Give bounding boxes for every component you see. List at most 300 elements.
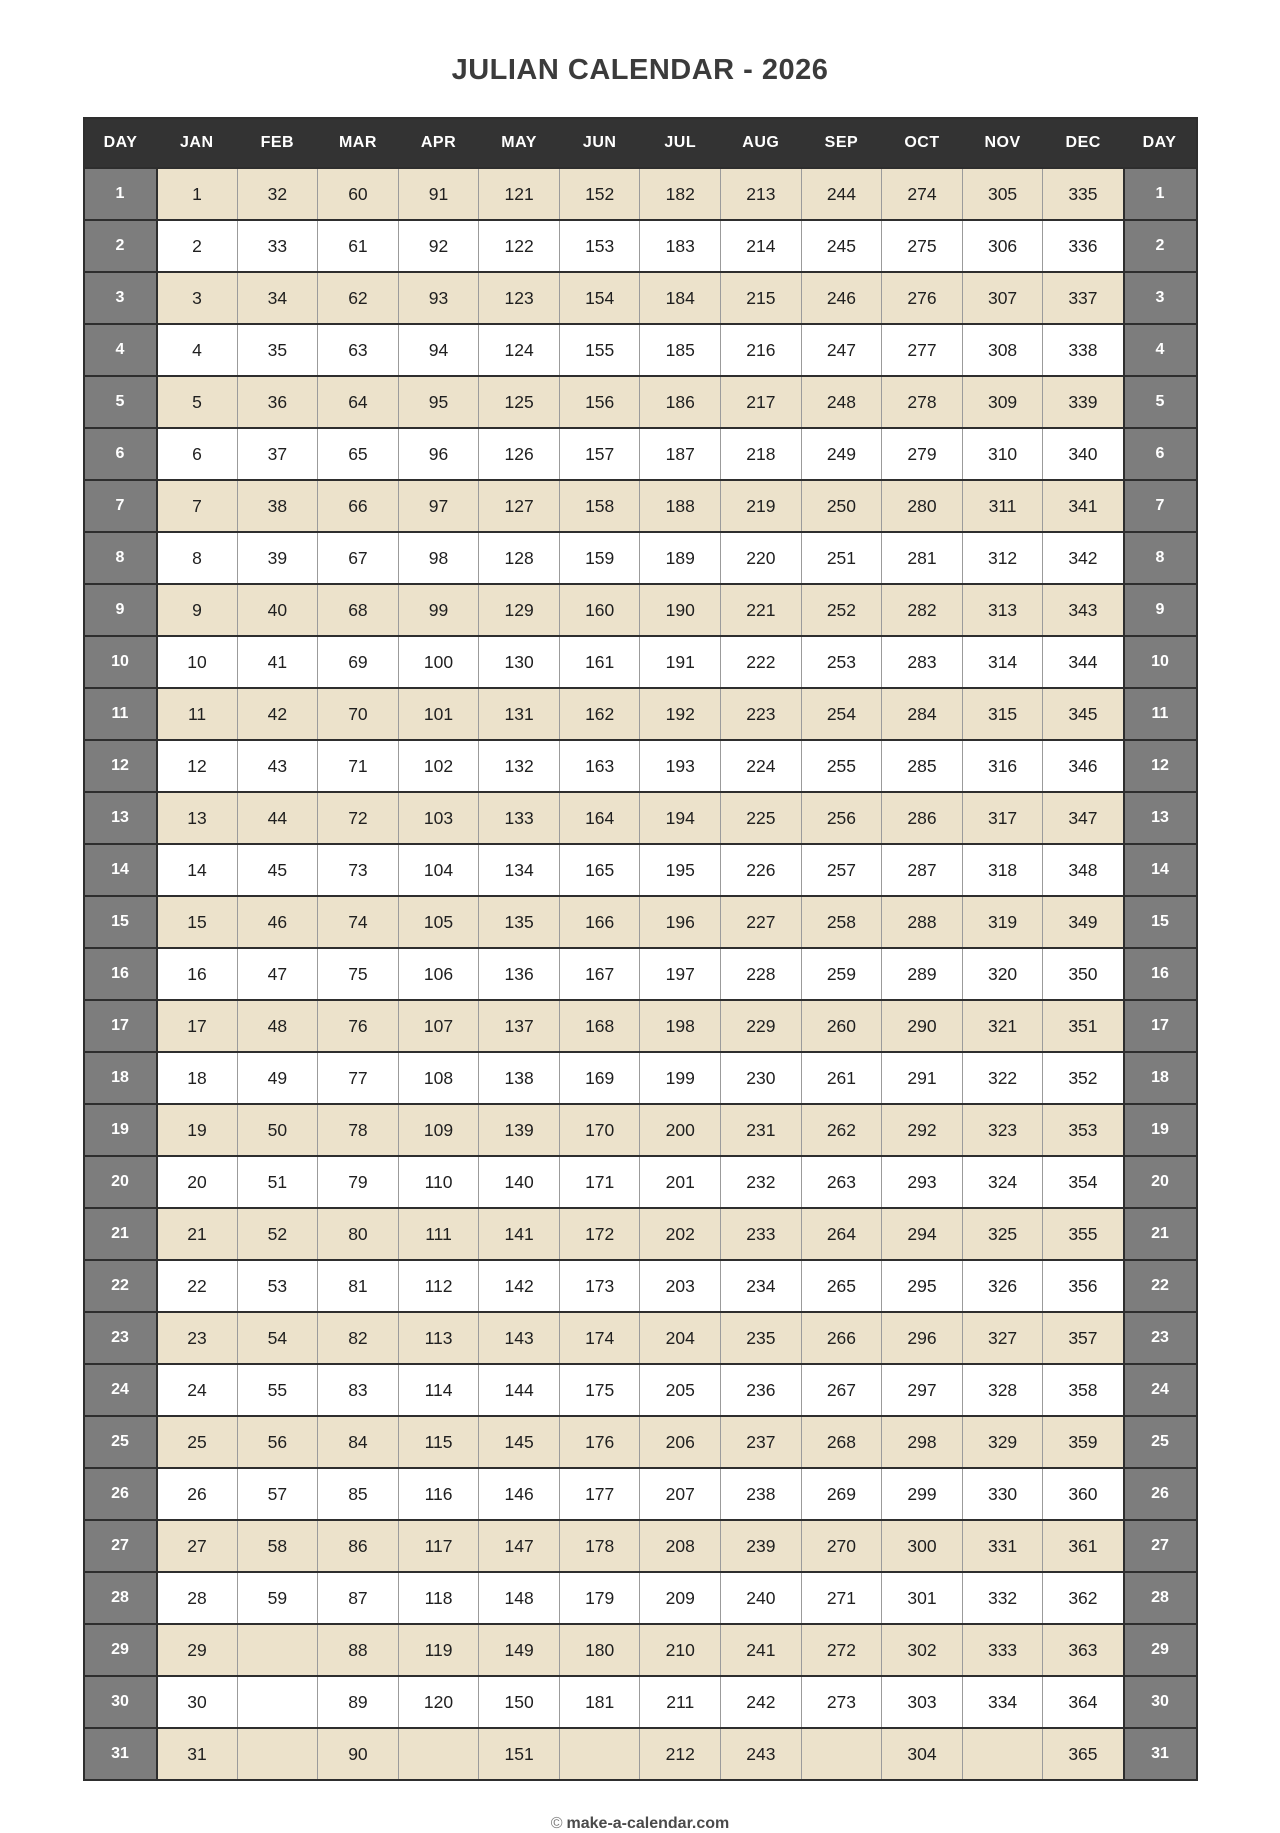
table-row [84, 1572, 1197, 1624]
day-number-cell: 29 [1124, 1624, 1197, 1676]
julian-day-cell: 122 [479, 220, 560, 272]
table-row [84, 220, 1197, 272]
julian-day-cell: 222 [721, 636, 802, 688]
day-number-cell: 24 [1124, 1364, 1197, 1416]
day-number-cell: 29 [84, 1624, 157, 1676]
julian-day-cell: 98 [398, 532, 479, 584]
julian-day-cell: 266 [801, 1312, 882, 1364]
julian-day-cell: 246 [801, 272, 882, 324]
calendar-body [84, 168, 1197, 1780]
julian-day-cell: 277 [882, 324, 963, 376]
julian-day-cell: 152 [559, 168, 640, 220]
julian-day-cell: 62 [318, 272, 399, 324]
julian-day-cell: 58 [237, 1520, 318, 1572]
day-number-cell: 24 [84, 1364, 157, 1416]
julian-day-cell: 336 [1043, 220, 1124, 272]
julian-day-cell: 360 [1043, 1468, 1124, 1520]
day-number-cell: 18 [1124, 1052, 1197, 1104]
julian-day-cell: 94 [398, 324, 479, 376]
julian-day-cell: 219 [721, 480, 802, 532]
julian-day-cell: 220 [721, 532, 802, 584]
julian-day-cell: 192 [640, 688, 721, 740]
day-number-cell: 6 [84, 428, 157, 480]
julian-day-cell: 87 [318, 1572, 399, 1624]
julian-day-cell: 286 [882, 792, 963, 844]
julian-day-cell: 131 [479, 688, 560, 740]
julian-day-cell: 89 [318, 1676, 399, 1728]
julian-calendar-table [83, 117, 1198, 1781]
julian-day-cell: 78 [318, 1104, 399, 1156]
julian-day-cell: 221 [721, 584, 802, 636]
day-number-cell: 15 [84, 896, 157, 948]
julian-day-cell: 340 [1043, 428, 1124, 480]
julian-day-cell: 59 [237, 1572, 318, 1624]
julian-day-cell: 79 [318, 1156, 399, 1208]
julian-day-cell: 37 [237, 428, 318, 480]
julian-day-cell: 174 [559, 1312, 640, 1364]
day-number-cell: 17 [84, 1000, 157, 1052]
julian-day-cell: 289 [882, 948, 963, 1000]
julian-day-cell: 305 [962, 168, 1043, 220]
julian-day-cell: 113 [398, 1312, 479, 1364]
julian-day-cell: 252 [801, 584, 882, 636]
julian-day-cell: 162 [559, 688, 640, 740]
julian-day-cell: 85 [318, 1468, 399, 1520]
julian-day-cell: 130 [479, 636, 560, 688]
julian-day-cell: 282 [882, 584, 963, 636]
header-row [84, 118, 1197, 168]
julian-day-cell: 241 [721, 1624, 802, 1676]
julian-day-cell: 314 [962, 636, 1043, 688]
julian-day-cell: 84 [318, 1416, 399, 1468]
day-number-cell: 28 [1124, 1572, 1197, 1624]
julian-day-cell: 24 [157, 1364, 238, 1416]
julian-day-cell: 323 [962, 1104, 1043, 1156]
julian-day-cell: 11 [157, 688, 238, 740]
julian-day-cell: 65 [318, 428, 399, 480]
julian-day-cell: 231 [721, 1104, 802, 1156]
julian-day-cell: 71 [318, 740, 399, 792]
julian-day-cell: 283 [882, 636, 963, 688]
julian-day-cell: 326 [962, 1260, 1043, 1312]
julian-day-cell: 318 [962, 844, 1043, 896]
julian-day-cell: 346 [1043, 740, 1124, 792]
julian-day-cell: 28 [157, 1572, 238, 1624]
julian-day-cell: 343 [1043, 584, 1124, 636]
copyright-icon: © [550, 1815, 563, 1832]
julian-day-cell: 103 [398, 792, 479, 844]
month-header-oct: OCT [882, 118, 963, 168]
julian-day-cell: 145 [479, 1416, 560, 1468]
julian-day-cell: 207 [640, 1468, 721, 1520]
julian-day-cell: 278 [882, 376, 963, 428]
julian-day-cell: 256 [801, 792, 882, 844]
julian-day-cell: 200 [640, 1104, 721, 1156]
table-row [84, 1260, 1197, 1312]
julian-day-cell: 353 [1043, 1104, 1124, 1156]
julian-day-cell: 171 [559, 1156, 640, 1208]
julian-day-cell: 295 [882, 1260, 963, 1312]
day-number-cell: 11 [84, 688, 157, 740]
julian-day-cell [237, 1676, 318, 1728]
julian-day-cell: 116 [398, 1468, 479, 1520]
julian-day-cell: 159 [559, 532, 640, 584]
julian-day-cell: 168 [559, 1000, 640, 1052]
julian-day-cell: 102 [398, 740, 479, 792]
julian-day-cell: 126 [479, 428, 560, 480]
julian-day-cell: 235 [721, 1312, 802, 1364]
julian-day-cell: 20 [157, 1156, 238, 1208]
julian-day-cell [398, 1728, 479, 1780]
julian-day-cell: 2 [157, 220, 238, 272]
julian-day-cell: 199 [640, 1052, 721, 1104]
julian-day-cell: 45 [237, 844, 318, 896]
julian-day-cell: 225 [721, 792, 802, 844]
julian-day-cell: 147 [479, 1520, 560, 1572]
julian-day-cell: 337 [1043, 272, 1124, 324]
julian-day-cell: 96 [398, 428, 479, 480]
julian-day-cell: 63 [318, 324, 399, 376]
julian-day-cell: 121 [479, 168, 560, 220]
julian-day-cell: 251 [801, 532, 882, 584]
julian-day-cell: 132 [479, 740, 560, 792]
julian-day-cell: 57 [237, 1468, 318, 1520]
julian-day-cell: 351 [1043, 1000, 1124, 1052]
month-header-apr: APR [398, 118, 479, 168]
table-row [84, 272, 1197, 324]
julian-day-cell: 70 [318, 688, 399, 740]
day-number-cell: 27 [1124, 1520, 1197, 1572]
julian-day-cell: 154 [559, 272, 640, 324]
julian-day-cell: 101 [398, 688, 479, 740]
day-number-cell: 31 [1124, 1728, 1197, 1780]
day-number-cell: 20 [84, 1156, 157, 1208]
julian-day-cell: 218 [721, 428, 802, 480]
day-number-cell: 21 [1124, 1208, 1197, 1260]
julian-day-cell: 244 [801, 168, 882, 220]
julian-day-cell: 110 [398, 1156, 479, 1208]
julian-day-cell: 95 [398, 376, 479, 428]
day-number-cell: 9 [84, 584, 157, 636]
julian-day-cell: 163 [559, 740, 640, 792]
julian-day-cell: 275 [882, 220, 963, 272]
table-row [84, 1624, 1197, 1676]
table-row [84, 1156, 1197, 1208]
julian-day-cell: 50 [237, 1104, 318, 1156]
julian-day-cell: 280 [882, 480, 963, 532]
julian-day-cell: 324 [962, 1156, 1043, 1208]
julian-day-cell: 272 [801, 1624, 882, 1676]
julian-day-cell: 33 [237, 220, 318, 272]
julian-day-cell: 81 [318, 1260, 399, 1312]
julian-day-cell: 34 [237, 272, 318, 324]
julian-day-cell: 308 [962, 324, 1043, 376]
julian-day-cell: 299 [882, 1468, 963, 1520]
julian-day-cell: 77 [318, 1052, 399, 1104]
julian-day-cell: 170 [559, 1104, 640, 1156]
julian-day-cell: 322 [962, 1052, 1043, 1104]
table-row [84, 1676, 1197, 1728]
day-number-cell: 2 [1124, 220, 1197, 272]
month-header-sep: SEP [801, 118, 882, 168]
julian-day-cell: 232 [721, 1156, 802, 1208]
julian-day-cell: 139 [479, 1104, 560, 1156]
julian-day-cell: 316 [962, 740, 1043, 792]
day-number-cell: 4 [1124, 324, 1197, 376]
julian-day-cell: 120 [398, 1676, 479, 1728]
julian-day-cell: 193 [640, 740, 721, 792]
julian-day-cell: 347 [1043, 792, 1124, 844]
julian-day-cell: 310 [962, 428, 1043, 480]
footer [0, 1815, 1280, 1833]
julian-day-cell: 55 [237, 1364, 318, 1416]
table-row [84, 948, 1197, 1000]
day-number-cell: 6 [1124, 428, 1197, 480]
julian-day-cell: 297 [882, 1364, 963, 1416]
month-header-nov: NOV [962, 118, 1043, 168]
julian-day-cell: 157 [559, 428, 640, 480]
julian-day-cell: 292 [882, 1104, 963, 1156]
julian-day-cell: 224 [721, 740, 802, 792]
table-row [84, 1416, 1197, 1468]
julian-day-cell: 195 [640, 844, 721, 896]
julian-day-cell: 112 [398, 1260, 479, 1312]
table-row [84, 168, 1197, 220]
julian-day-cell: 134 [479, 844, 560, 896]
day-number-cell: 22 [1124, 1260, 1197, 1312]
day-number-cell: 16 [84, 948, 157, 1000]
julian-day-cell [237, 1624, 318, 1676]
julian-day-cell: 53 [237, 1260, 318, 1312]
julian-day-cell: 27 [157, 1520, 238, 1572]
julian-day-cell: 172 [559, 1208, 640, 1260]
julian-day-cell: 12 [157, 740, 238, 792]
julian-day-cell: 118 [398, 1572, 479, 1624]
julian-day-cell: 48 [237, 1000, 318, 1052]
julian-day-cell: 196 [640, 896, 721, 948]
julian-day-cell: 242 [721, 1676, 802, 1728]
julian-day-cell: 213 [721, 168, 802, 220]
month-header-mar: MAR [318, 118, 399, 168]
julian-day-cell: 362 [1043, 1572, 1124, 1624]
julian-day-cell: 184 [640, 272, 721, 324]
julian-day-cell: 153 [559, 220, 640, 272]
julian-day-cell: 180 [559, 1624, 640, 1676]
day-number-cell: 16 [1124, 948, 1197, 1000]
julian-day-cell: 92 [398, 220, 479, 272]
table-row [84, 324, 1197, 376]
julian-day-cell: 6 [157, 428, 238, 480]
julian-day-cell: 248 [801, 376, 882, 428]
julian-day-cell: 107 [398, 1000, 479, 1052]
day-number-cell: 20 [1124, 1156, 1197, 1208]
julian-day-cell [962, 1728, 1043, 1780]
julian-day-cell: 325 [962, 1208, 1043, 1260]
day-number-cell: 31 [84, 1728, 157, 1780]
julian-day-cell: 329 [962, 1416, 1043, 1468]
julian-day-cell: 267 [801, 1364, 882, 1416]
julian-day-cell: 359 [1043, 1416, 1124, 1468]
day-number-cell: 26 [84, 1468, 157, 1520]
table-row [84, 688, 1197, 740]
julian-day-cell: 331 [962, 1520, 1043, 1572]
month-header-jul: JUL [640, 118, 721, 168]
day-number-cell: 13 [84, 792, 157, 844]
day-number-cell: 4 [84, 324, 157, 376]
julian-day-cell: 119 [398, 1624, 479, 1676]
julian-day-cell: 151 [479, 1728, 560, 1780]
julian-day-cell: 64 [318, 376, 399, 428]
julian-day-cell: 17 [157, 1000, 238, 1052]
julian-day-cell: 72 [318, 792, 399, 844]
table-row [84, 1364, 1197, 1416]
julian-day-cell: 29 [157, 1624, 238, 1676]
julian-day-cell: 194 [640, 792, 721, 844]
julian-day-cell: 127 [479, 480, 560, 532]
julian-day-cell: 209 [640, 1572, 721, 1624]
day-number-cell: 12 [84, 740, 157, 792]
julian-day-cell: 123 [479, 272, 560, 324]
julian-day-cell: 273 [801, 1676, 882, 1728]
julian-day-cell: 9 [157, 584, 238, 636]
day-number-cell: 25 [1124, 1416, 1197, 1468]
julian-day-cell: 66 [318, 480, 399, 532]
julian-day-cell: 165 [559, 844, 640, 896]
julian-day-cell: 76 [318, 1000, 399, 1052]
julian-day-cell: 356 [1043, 1260, 1124, 1312]
julian-day-cell: 210 [640, 1624, 721, 1676]
day-number-cell: 28 [84, 1572, 157, 1624]
julian-day-cell: 100 [398, 636, 479, 688]
julian-day-cell: 261 [801, 1052, 882, 1104]
page-title: JULIAN CALENDAR - 2026 [451, 54, 829, 86]
day-number-cell: 3 [84, 272, 157, 324]
julian-day-cell: 258 [801, 896, 882, 948]
julian-day-cell: 223 [721, 688, 802, 740]
day-number-cell: 19 [1124, 1104, 1197, 1156]
julian-day-cell: 149 [479, 1624, 560, 1676]
julian-day-cell: 4 [157, 324, 238, 376]
julian-day-cell: 358 [1043, 1364, 1124, 1416]
julian-day-cell: 301 [882, 1572, 963, 1624]
julian-day-cell: 61 [318, 220, 399, 272]
julian-day-cell: 187 [640, 428, 721, 480]
julian-day-cell: 56 [237, 1416, 318, 1468]
julian-day-cell: 114 [398, 1364, 479, 1416]
julian-day-cell: 253 [801, 636, 882, 688]
julian-day-cell: 212 [640, 1728, 721, 1780]
julian-day-cell: 274 [882, 168, 963, 220]
julian-day-cell: 42 [237, 688, 318, 740]
julian-day-cell: 313 [962, 584, 1043, 636]
julian-day-cell: 99 [398, 584, 479, 636]
table-row [84, 428, 1197, 480]
month-header-aug: AUG [721, 118, 802, 168]
day-number-cell: 7 [84, 480, 157, 532]
julian-day-cell: 158 [559, 480, 640, 532]
julian-day-cell: 88 [318, 1624, 399, 1676]
julian-day-cell: 93 [398, 272, 479, 324]
julian-day-cell: 83 [318, 1364, 399, 1416]
julian-day-cell: 260 [801, 1000, 882, 1052]
julian-day-cell: 160 [559, 584, 640, 636]
julian-day-cell: 124 [479, 324, 560, 376]
julian-day-cell: 265 [801, 1260, 882, 1312]
table-row [84, 740, 1197, 792]
julian-day-cell: 31 [157, 1728, 238, 1780]
julian-day-cell: 150 [479, 1676, 560, 1728]
julian-day-cell: 249 [801, 428, 882, 480]
julian-day-cell: 129 [479, 584, 560, 636]
month-header-feb: FEB [237, 118, 318, 168]
julian-day-cell: 143 [479, 1312, 560, 1364]
julian-day-cell: 279 [882, 428, 963, 480]
julian-day-cell: 269 [801, 1468, 882, 1520]
julian-day-cell: 234 [721, 1260, 802, 1312]
julian-day-cell: 14 [157, 844, 238, 896]
julian-day-cell: 128 [479, 532, 560, 584]
table-row [84, 584, 1197, 636]
julian-day-cell: 339 [1043, 376, 1124, 428]
julian-day-cell: 312 [962, 532, 1043, 584]
table-row [84, 844, 1197, 896]
julian-day-cell: 307 [962, 272, 1043, 324]
day-number-cell: 23 [1124, 1312, 1197, 1364]
julian-day-cell: 82 [318, 1312, 399, 1364]
julian-day-cell: 247 [801, 324, 882, 376]
table-row [84, 1520, 1197, 1572]
julian-day-cell: 10 [157, 636, 238, 688]
table-row [84, 636, 1197, 688]
julian-day-cell: 46 [237, 896, 318, 948]
julian-day-cell: 365 [1043, 1728, 1124, 1780]
julian-day-cell: 311 [962, 480, 1043, 532]
julian-day-cell: 140 [479, 1156, 560, 1208]
julian-day-cell: 8 [157, 532, 238, 584]
day-number-cell: 8 [84, 532, 157, 584]
julian-day-cell: 186 [640, 376, 721, 428]
julian-day-cell: 281 [882, 532, 963, 584]
julian-day-cell: 239 [721, 1520, 802, 1572]
julian-day-cell: 217 [721, 376, 802, 428]
table-row [84, 1468, 1197, 1520]
julian-day-cell: 16 [157, 948, 238, 1000]
day-number-cell: 10 [1124, 636, 1197, 688]
julian-day-cell: 245 [801, 220, 882, 272]
julian-day-cell: 198 [640, 1000, 721, 1052]
julian-day-cell: 335 [1043, 168, 1124, 220]
julian-day-cell: 315 [962, 688, 1043, 740]
month-header-dec: DEC [1043, 118, 1124, 168]
day-number-cell: 25 [84, 1416, 157, 1468]
table-row [84, 1052, 1197, 1104]
table-row [84, 1104, 1197, 1156]
julian-day-cell: 19 [157, 1104, 238, 1156]
julian-day-cell: 52 [237, 1208, 318, 1260]
julian-day-cell: 294 [882, 1208, 963, 1260]
julian-day-cell: 142 [479, 1260, 560, 1312]
julian-day-cell: 26 [157, 1468, 238, 1520]
julian-day-cell: 7 [157, 480, 238, 532]
day-number-cell: 11 [1124, 688, 1197, 740]
julian-day-cell: 321 [962, 1000, 1043, 1052]
julian-day-cell: 91 [398, 168, 479, 220]
julian-day-cell: 355 [1043, 1208, 1124, 1260]
julian-day-cell: 288 [882, 896, 963, 948]
julian-day-cell: 138 [479, 1052, 560, 1104]
julian-day-cell: 22 [157, 1260, 238, 1312]
julian-day-cell: 255 [801, 740, 882, 792]
